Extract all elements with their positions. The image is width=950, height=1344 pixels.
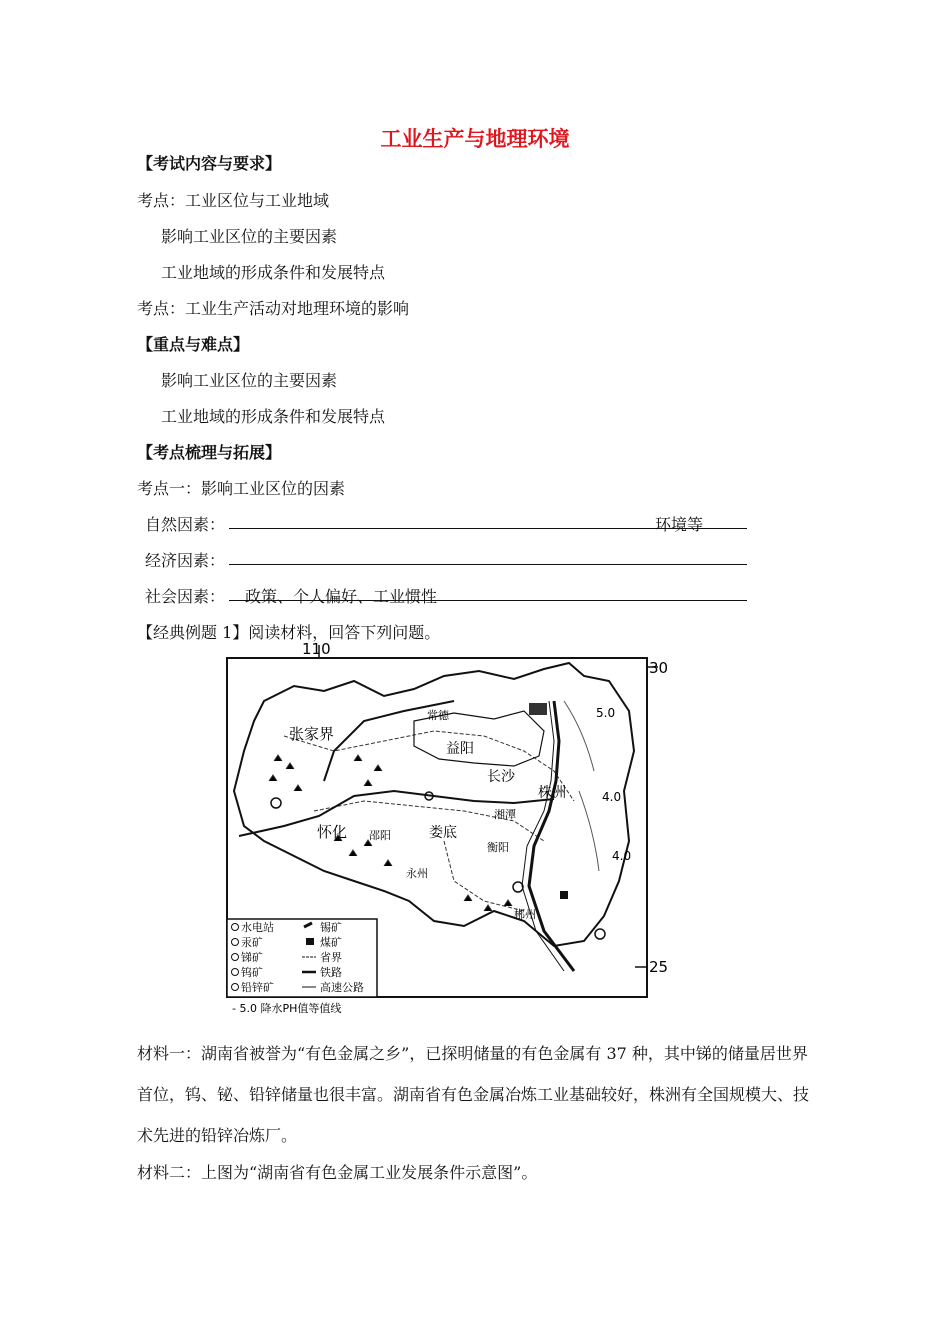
mine-symbol-icon <box>595 929 605 939</box>
example-heading: 【经典例题 1】阅读材料，回答下列问题。 <box>137 623 441 642</box>
city-label: 益阳 <box>446 741 474 757</box>
legend-label: 锡矿 <box>320 921 342 934</box>
legend-label: 铅锌矿 <box>241 981 274 994</box>
social-factors-value: 政策、个人偏好、工业惯性 <box>245 587 438 606</box>
mine-symbol-icon <box>513 882 523 892</box>
legend-label: 锑矿 <box>241 951 263 964</box>
kaodian-text: 考点：工业区位与工业地域 <box>137 191 330 210</box>
fill-blank-line <box>229 564 747 565</box>
lat-label-bottom: 25 <box>649 958 669 976</box>
economic-factors-label: 经济因素： <box>145 551 226 570</box>
section-heading-review: 【考点梳理与拓展】 <box>137 443 282 462</box>
city-label: 永州 <box>406 867 428 880</box>
city-label: 张家界 <box>289 725 335 743</box>
lon-label: 110 <box>302 641 331 658</box>
ph-legend-label: - 5.0 降水PH值等值线 <box>232 1002 342 1015</box>
city-label: 衡阳 <box>487 841 509 854</box>
city-label: 邵阳 <box>369 829 391 842</box>
social-factors-label: 社会因素： <box>145 587 226 606</box>
material-two-paragraph: 材料二：上图为“湖南省有色金属工业发展条件示意图”。 <box>137 1163 538 1182</box>
kaodian-text: 考点：工业生产活动对地理环境的影响 <box>137 299 410 318</box>
city-label: 娄底 <box>429 825 457 841</box>
legend-label: 水电站 <box>241 921 274 934</box>
kaodian-sub-item: 工业地域的形成条件和发展特点 <box>161 263 386 282</box>
ph-label: 5.0 <box>596 706 616 720</box>
natural-factors-tail: 环境等 <box>655 515 704 534</box>
section-heading-requirements: 【考试内容与要求】 <box>137 154 282 173</box>
prefecture-boundary <box>444 841 524 911</box>
city-label: 长沙 <box>487 769 515 785</box>
material-one-paragraph: 材料一：湖南省被誉为“有色金属之乡”，已探明储量的有色金属有 37 种，其中锑的储量居世界首位，钨、铋、铅锌储量也很丰富。湖南省有色金属冶炼工业基础较好，株洲有全国规模大、技术先进的铅锌冶炼厂。 <box>137 1044 810 1145</box>
kaodian-text: 考点一：影响工业区位的因素 <box>137 479 346 498</box>
key-point-item: 工业地域的形成条件和发展特点 <box>161 407 386 426</box>
section-heading-key-points: 【重点与难点】 <box>137 335 250 354</box>
map-legend <box>227 919 377 997</box>
ph-label: 4.0 <box>612 849 632 863</box>
city-label: 郴州 <box>514 908 536 921</box>
ph-isoline <box>579 791 599 871</box>
kaodian-sub-item: 影响工业区位的主要因素 <box>161 227 338 246</box>
hunan-map-svg <box>224 641 684 1016</box>
city-label: 常德 <box>427 709 449 722</box>
ph-label: 4.0 <box>602 790 622 804</box>
legend-label: 省界 <box>320 951 342 964</box>
city-label: 怀化 <box>317 823 348 841</box>
coal-icon <box>306 938 314 945</box>
lat-label-top: 30 <box>649 659 669 677</box>
legend-label: 铁路 <box>320 966 342 979</box>
legend-label: 汞矿 <box>241 936 263 949</box>
page-title: 工业生产与地理环境 <box>380 126 570 151</box>
natural-factors-label: 自然因素： <box>145 515 226 534</box>
legend-label: 钨矿 <box>241 966 263 979</box>
key-point-item: 影响工业区位的主要因素 <box>161 371 338 390</box>
legend-label: 高速公路 <box>320 981 364 994</box>
legend-label: 煤矿 <box>320 936 342 949</box>
ph-isoline <box>564 701 594 771</box>
city-label: 株洲 <box>538 785 566 801</box>
city-label: 湘潭 <box>494 808 516 821</box>
coal-mine-icon <box>529 703 547 715</box>
coal-mine-icon <box>560 891 568 899</box>
hunan-map-figure <box>224 641 684 1020</box>
mine-symbol-icon <box>271 798 281 808</box>
